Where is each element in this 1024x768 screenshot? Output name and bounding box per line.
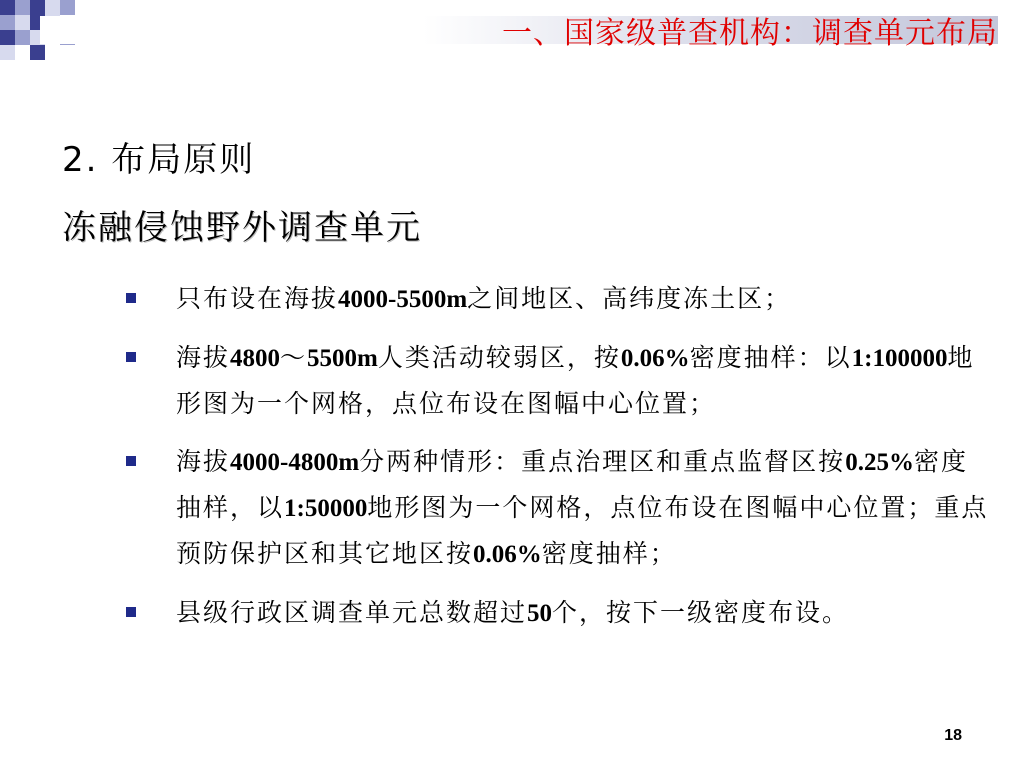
subtitle: 冻融侵蚀野外调查单元 [62, 208, 422, 248]
bullet-item [120, 276, 990, 322]
square-bullet-icon [126, 456, 136, 466]
bullet-item [120, 335, 990, 426]
bullet-text: 只布设在海拔4000-5500m之间地区、高纬度冻土区； [176, 284, 792, 313]
slide-header-title: 一、国家级普查机构：调查单元布局 [502, 16, 998, 51]
bullet-text: 海拔4000-4800m分两种情形：重点治理区和重点监督区按0.25%密度抽样，以1:50000地形图为一个网格，点位布设在图幅中心位置；重点预防保护区和其它地区按0.06%密度抽样； [176, 447, 989, 568]
bullet-text: 海拔4800～5500m人类活动较弱区，按0.06%密度抽样：以1:100000地形图为一个网格，点位布设在图幅中心位置； [176, 343, 975, 418]
bullet-item [120, 590, 990, 636]
section-title: 2. 布局原则 [62, 140, 256, 180]
square-bullet-icon [126, 352, 136, 362]
bullet-item [120, 439, 990, 577]
bullet-text: 县级行政区调查单元总数超过50个，按下一级密度布设。 [176, 598, 850, 627]
page-number: 18 [944, 727, 962, 744]
square-bullet-icon [126, 293, 136, 303]
bullet-list [120, 276, 990, 649]
square-bullet-icon [126, 607, 136, 617]
